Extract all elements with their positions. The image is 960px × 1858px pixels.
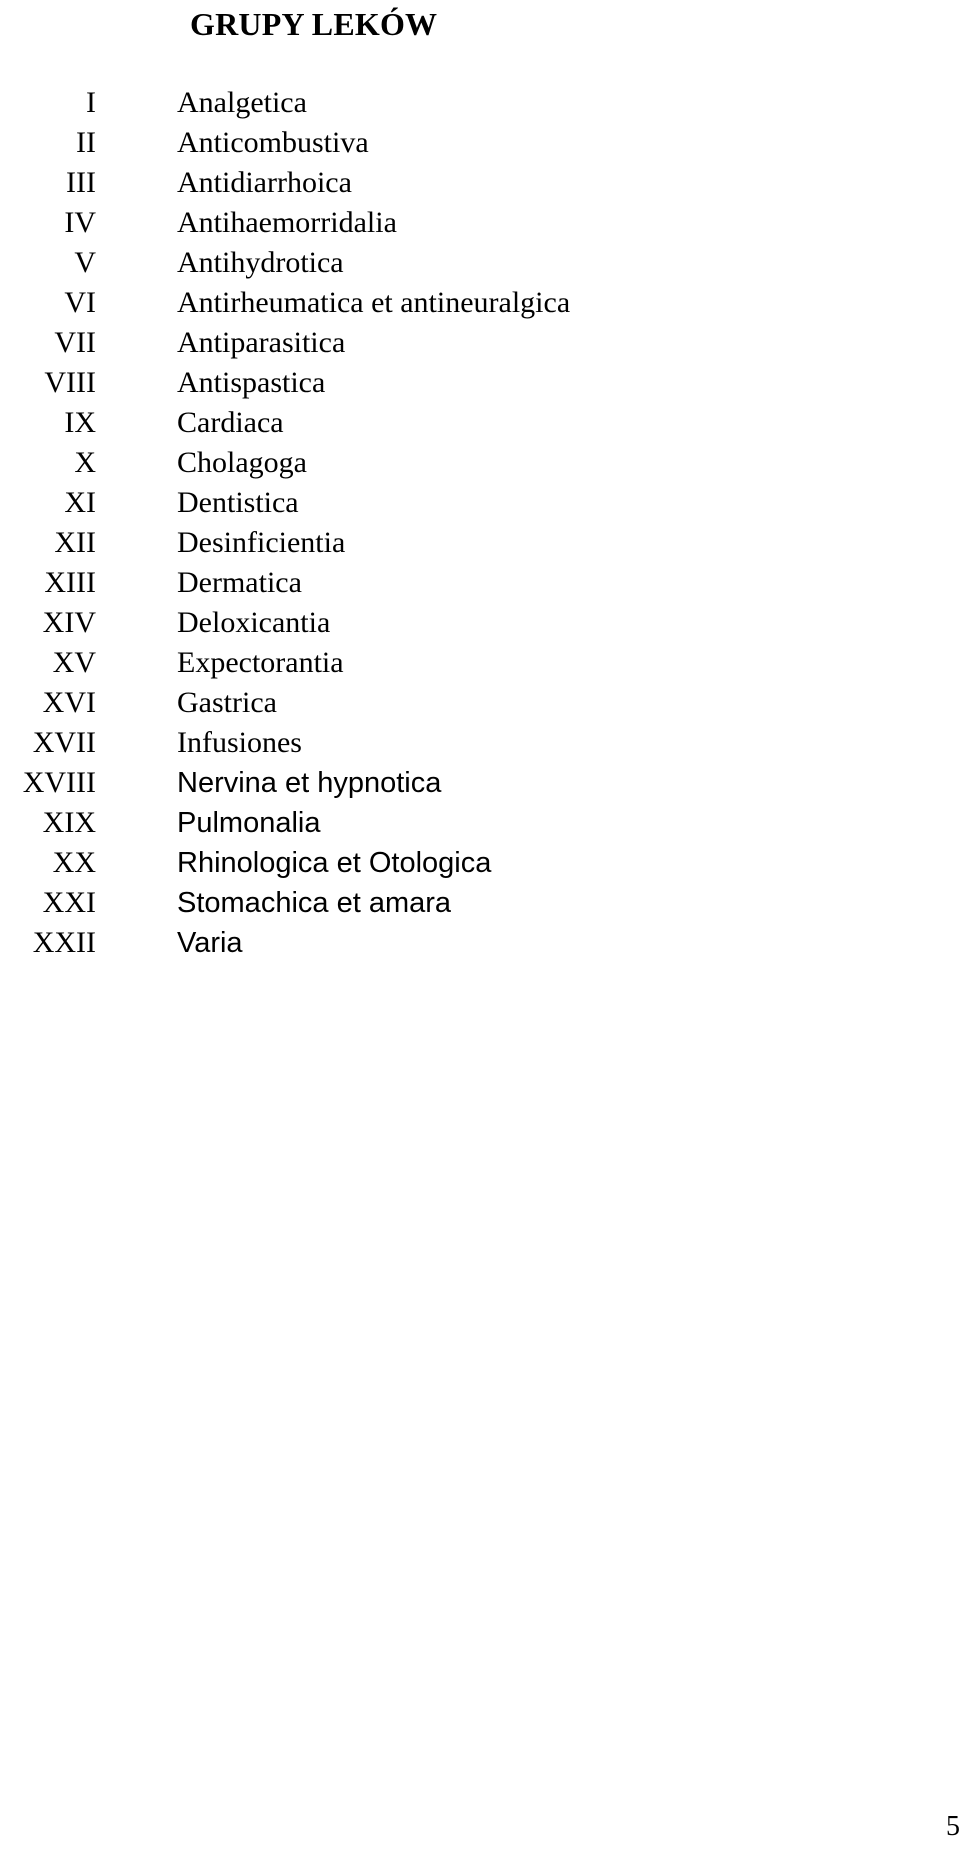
group-number: VII	[54, 326, 96, 359]
group-name: Infusiones	[177, 726, 302, 759]
group-name: Desinficientia	[177, 526, 346, 559]
list-item	[0, 163, 960, 203]
group-name: Rhinologica et Otologica	[177, 847, 492, 879]
list-item	[0, 283, 960, 323]
list-item	[0, 803, 960, 843]
list-item	[0, 723, 960, 763]
group-name: Antispastica	[177, 366, 326, 399]
group-number: XII	[54, 526, 96, 559]
list-item	[0, 243, 960, 283]
group-number: X	[74, 446, 96, 479]
group-name: Dermatica	[177, 566, 302, 599]
group-number: XV	[52, 646, 96, 679]
group-name: Antiparasitica	[177, 326, 346, 359]
group-name: Nervina et hypnotica	[177, 767, 442, 799]
list-item	[0, 603, 960, 643]
list-item	[0, 683, 960, 723]
group-number: XXII	[32, 926, 96, 959]
list-item	[0, 883, 960, 923]
list-item	[0, 83, 960, 123]
list-item	[0, 843, 960, 883]
group-number: VIII	[44, 366, 96, 399]
group-name: Dentistica	[177, 486, 299, 519]
group-number: XIII	[44, 566, 96, 599]
group-number: XVIII	[22, 766, 96, 799]
group-number: XX	[52, 846, 96, 879]
list-item	[0, 443, 960, 483]
group-number: XIX	[42, 806, 96, 839]
group-name: Stomachica et amara	[177, 887, 452, 919]
group-name: Antihydrotica	[177, 246, 344, 279]
list-item	[0, 563, 960, 603]
group-name: Deloxicantia	[177, 606, 331, 639]
group-number: XVI	[42, 686, 96, 719]
group-name: Varia	[177, 927, 243, 959]
group-name: Pulmonalia	[177, 807, 321, 839]
group-name: Analgetica	[177, 86, 307, 119]
list-item	[0, 203, 960, 243]
page-title: GRUPY LEKÓW	[190, 6, 438, 42]
list-item	[0, 643, 960, 683]
group-name: Cardiaca	[177, 406, 284, 439]
group-number: II	[76, 126, 96, 159]
group-name: Cholagoga	[177, 446, 307, 479]
group-number: I	[86, 86, 96, 119]
page-number: 5	[946, 1811, 960, 1842]
group-name: Antirheumatica et antineuralgica	[177, 286, 571, 319]
list-item	[0, 483, 960, 523]
drug-groups-list	[0, 83, 960, 963]
group-name: Anticombustiva	[177, 126, 369, 159]
group-name: Antihaemorridalia	[177, 206, 397, 239]
group-name: Antidiarrhoica	[177, 166, 352, 199]
group-number: XI	[64, 486, 96, 519]
group-name: Gastrica	[177, 686, 277, 719]
list-item	[0, 123, 960, 163]
list-item	[0, 403, 960, 443]
group-number: IX	[64, 406, 96, 439]
group-number: XVII	[32, 726, 96, 759]
group-name: Expectorantia	[177, 646, 344, 679]
list-item	[0, 523, 960, 563]
group-number: V	[74, 246, 96, 279]
group-number: VI	[64, 286, 96, 319]
list-item	[0, 763, 960, 803]
group-number: XXI	[42, 886, 96, 919]
list-item	[0, 363, 960, 403]
group-number: XIV	[42, 606, 96, 639]
list-item	[0, 323, 960, 363]
group-number: III	[66, 166, 96, 199]
group-number: IV	[64, 206, 96, 239]
list-item	[0, 923, 960, 963]
